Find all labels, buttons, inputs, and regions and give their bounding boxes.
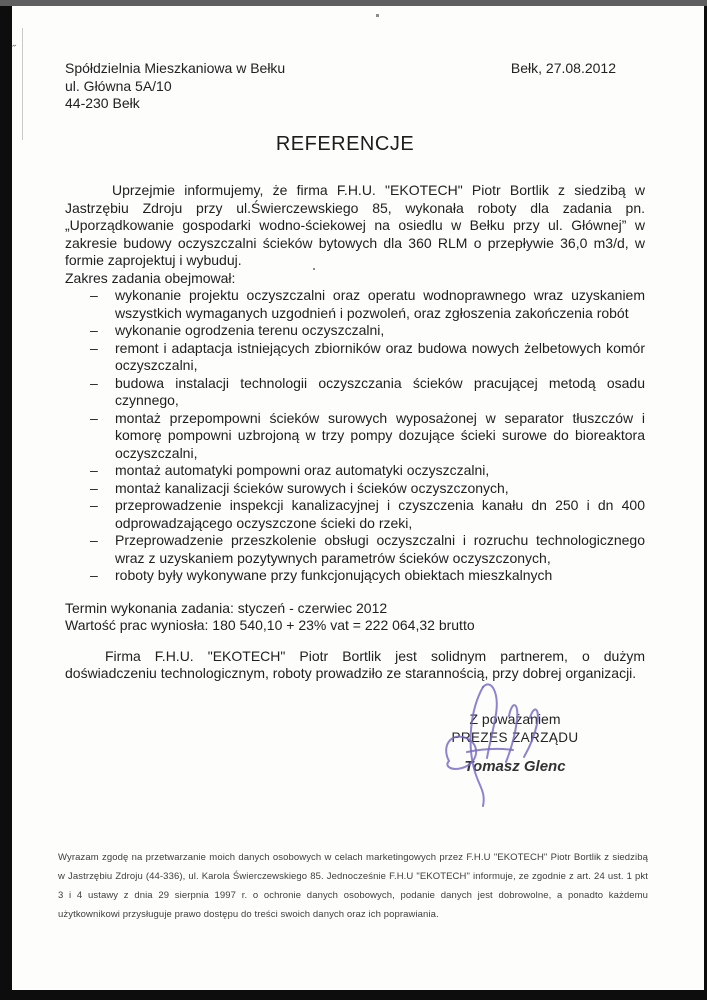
signer-name: Tomasz Glenc [464, 758, 566, 775]
bullet-dash: – [90, 532, 98, 548]
document-title: REFERENCJE [275, 133, 415, 155]
scope-item-text: wykonanie projektu oczyszczalni oraz operatu wodnoprawnego wraz uzyskaniem wszystkich wymaganych uzgodnień i pozwoleń, oraz zgłoszenia zakończenia robót [115, 287, 645, 321]
scope-item [65, 287, 645, 322]
scope-item [65, 462, 645, 480]
bullet-dash: – [90, 462, 98, 478]
scope-heading: Zakres zadania obejmował: [65, 269, 236, 286]
scan-artifact-mark: ˝ [12, 44, 16, 56]
scope-item [65, 410, 645, 463]
scope-item-text: montaż przepompowni ścieków surowych wyposażonej w separator tłuszczów i komorę pompowni uzbrojoną w trzy pompy dozujące ścieki surowe do bioreaktora oczyszczalni, [115, 409, 645, 461]
scope-item [65, 375, 645, 410]
scope-item-text: wykonanie ogrodzenia terenu oczyszczalni, [115, 322, 385, 338]
scope-item-text: montaż kanalizacji ścieków surowych i ścieków oczyszczonych, [115, 479, 509, 496]
scope-list [65, 287, 645, 585]
scope-item [65, 322, 645, 340]
sender-address [65, 60, 285, 113]
signature-block [440, 710, 590, 775]
scan-artifact-dot [376, 14, 379, 17]
sender-line-1: Spółdzielnia Mieszkaniowa w Bełku [65, 60, 286, 76]
completion-term-line: Termin wykonania zadania: styczeń - czerwiec 2012 [65, 599, 388, 616]
bullet-dash: – [90, 339, 98, 356]
bullet-dash: – [90, 497, 98, 513]
works-value-line: Wartość prac wyniosła: 180 540,10 + 23% vat = 222 064,32 brutto [65, 617, 475, 633]
scope-item [65, 532, 645, 567]
bullet-dash: – [90, 374, 98, 391]
bullet-dash: – [90, 479, 98, 496]
signer-role: PREZES ZARZĄDU [451, 730, 579, 745]
scope-item-text: montaż automatyki pompowni oraz automatyki oczyszczalni, [115, 462, 490, 478]
scope-item [65, 497, 645, 532]
consent-footnote: Wyrazam zgodę na przetwarzanie moich danych osobowych w celach marketingowych przez F.H.U "EKOTECH" Piotr Bortlik z siedzibą w Jastrzębiu Zdroju (44-336), ul. Karola Świerczewskiego 85. Jednocześnie F.H.U "EKOTECH" informuje, ze zgodnie z art. 24 ust. 1 pkt 3 i 4 ustawy z dnia 29 sierpnia 1997 r. o ochronie danych osobowych, podanie danych jest dobrowolne, a ponadto każdemu użytkownikowi przysługuje prawo dostępu do treści swoich danych oraz ich poprawiania. [58, 852, 648, 920]
sender-line-2: ul. Główna 5A/10 [65, 77, 172, 94]
scope-item-text: Przeprowadzenie przeszkolenie obsługi oczyszczalni i rozruchu technologicznego wraz z uzyskaniem pozytywnych parametrów ścieków oczyszczonych, [115, 532, 645, 566]
bullet-dash: – [90, 567, 98, 583]
document-page [12, 6, 704, 990]
scope-item [65, 480, 645, 498]
scope-item-text: przeprowadzenie inspekcji kanalizacyjnej i czyszczenia kanału dn 250 i dn 400 odprowadzającego oczyszczone ścieki do rzeki, [115, 497, 645, 531]
letter-body [65, 182, 645, 683]
scope-item-text: budowa instalacji technologii oczyszczania ścieków pracującej metodą osadu czynnego, [115, 374, 645, 408]
place-and-date: Bełk, 27.08.2012 [510, 60, 616, 76]
closing-paragraph: Firma F.H.U. "EKOTECH" Piotr Bortlik jest solidnym partnerem, o dużym doświadczeniu technologicznym, roboty prowadziło ze starannością, przy dobrej organizacji. [65, 647, 645, 681]
bullet-dash: – [90, 409, 98, 426]
scope-item [65, 567, 645, 585]
scope-item-text: remont i adaptacja istniejących zbiorników oraz budowa nowych żelbetowych komór oczyszczalni, [115, 339, 645, 373]
salutation: Z poważaniem [469, 711, 561, 727]
bullet-dash: – [90, 322, 98, 338]
sender-line-3: 44-230 Bełk [65, 95, 140, 111]
intro-paragraph: Uprzejmie informujemy, że firma F.H.U. "EKOTECH" Piotr Bortlik z siedzibą w Jastrzębiu Zdroju przy ul.Świerczewskiego 85, wykonała roboty dla zadania pn. „Uporządkowanie gospodarki wodno-ściekowej na osiedlu w Bełku przy ul. Głównej” w zakresie budowy oczyszczalni ścieków bytowych dla 360 RLM o przepływie 36,0 m3/d, w formie zaprojektuj i wybuduj. [65, 182, 645, 268]
scope-item-text: roboty były wykonywane przy funkcjonujących obiektach mieszkalnych [115, 567, 553, 583]
scope-item [65, 340, 645, 375]
bullet-dash: – [90, 287, 98, 303]
scan-artifact-line [22, 28, 23, 140]
